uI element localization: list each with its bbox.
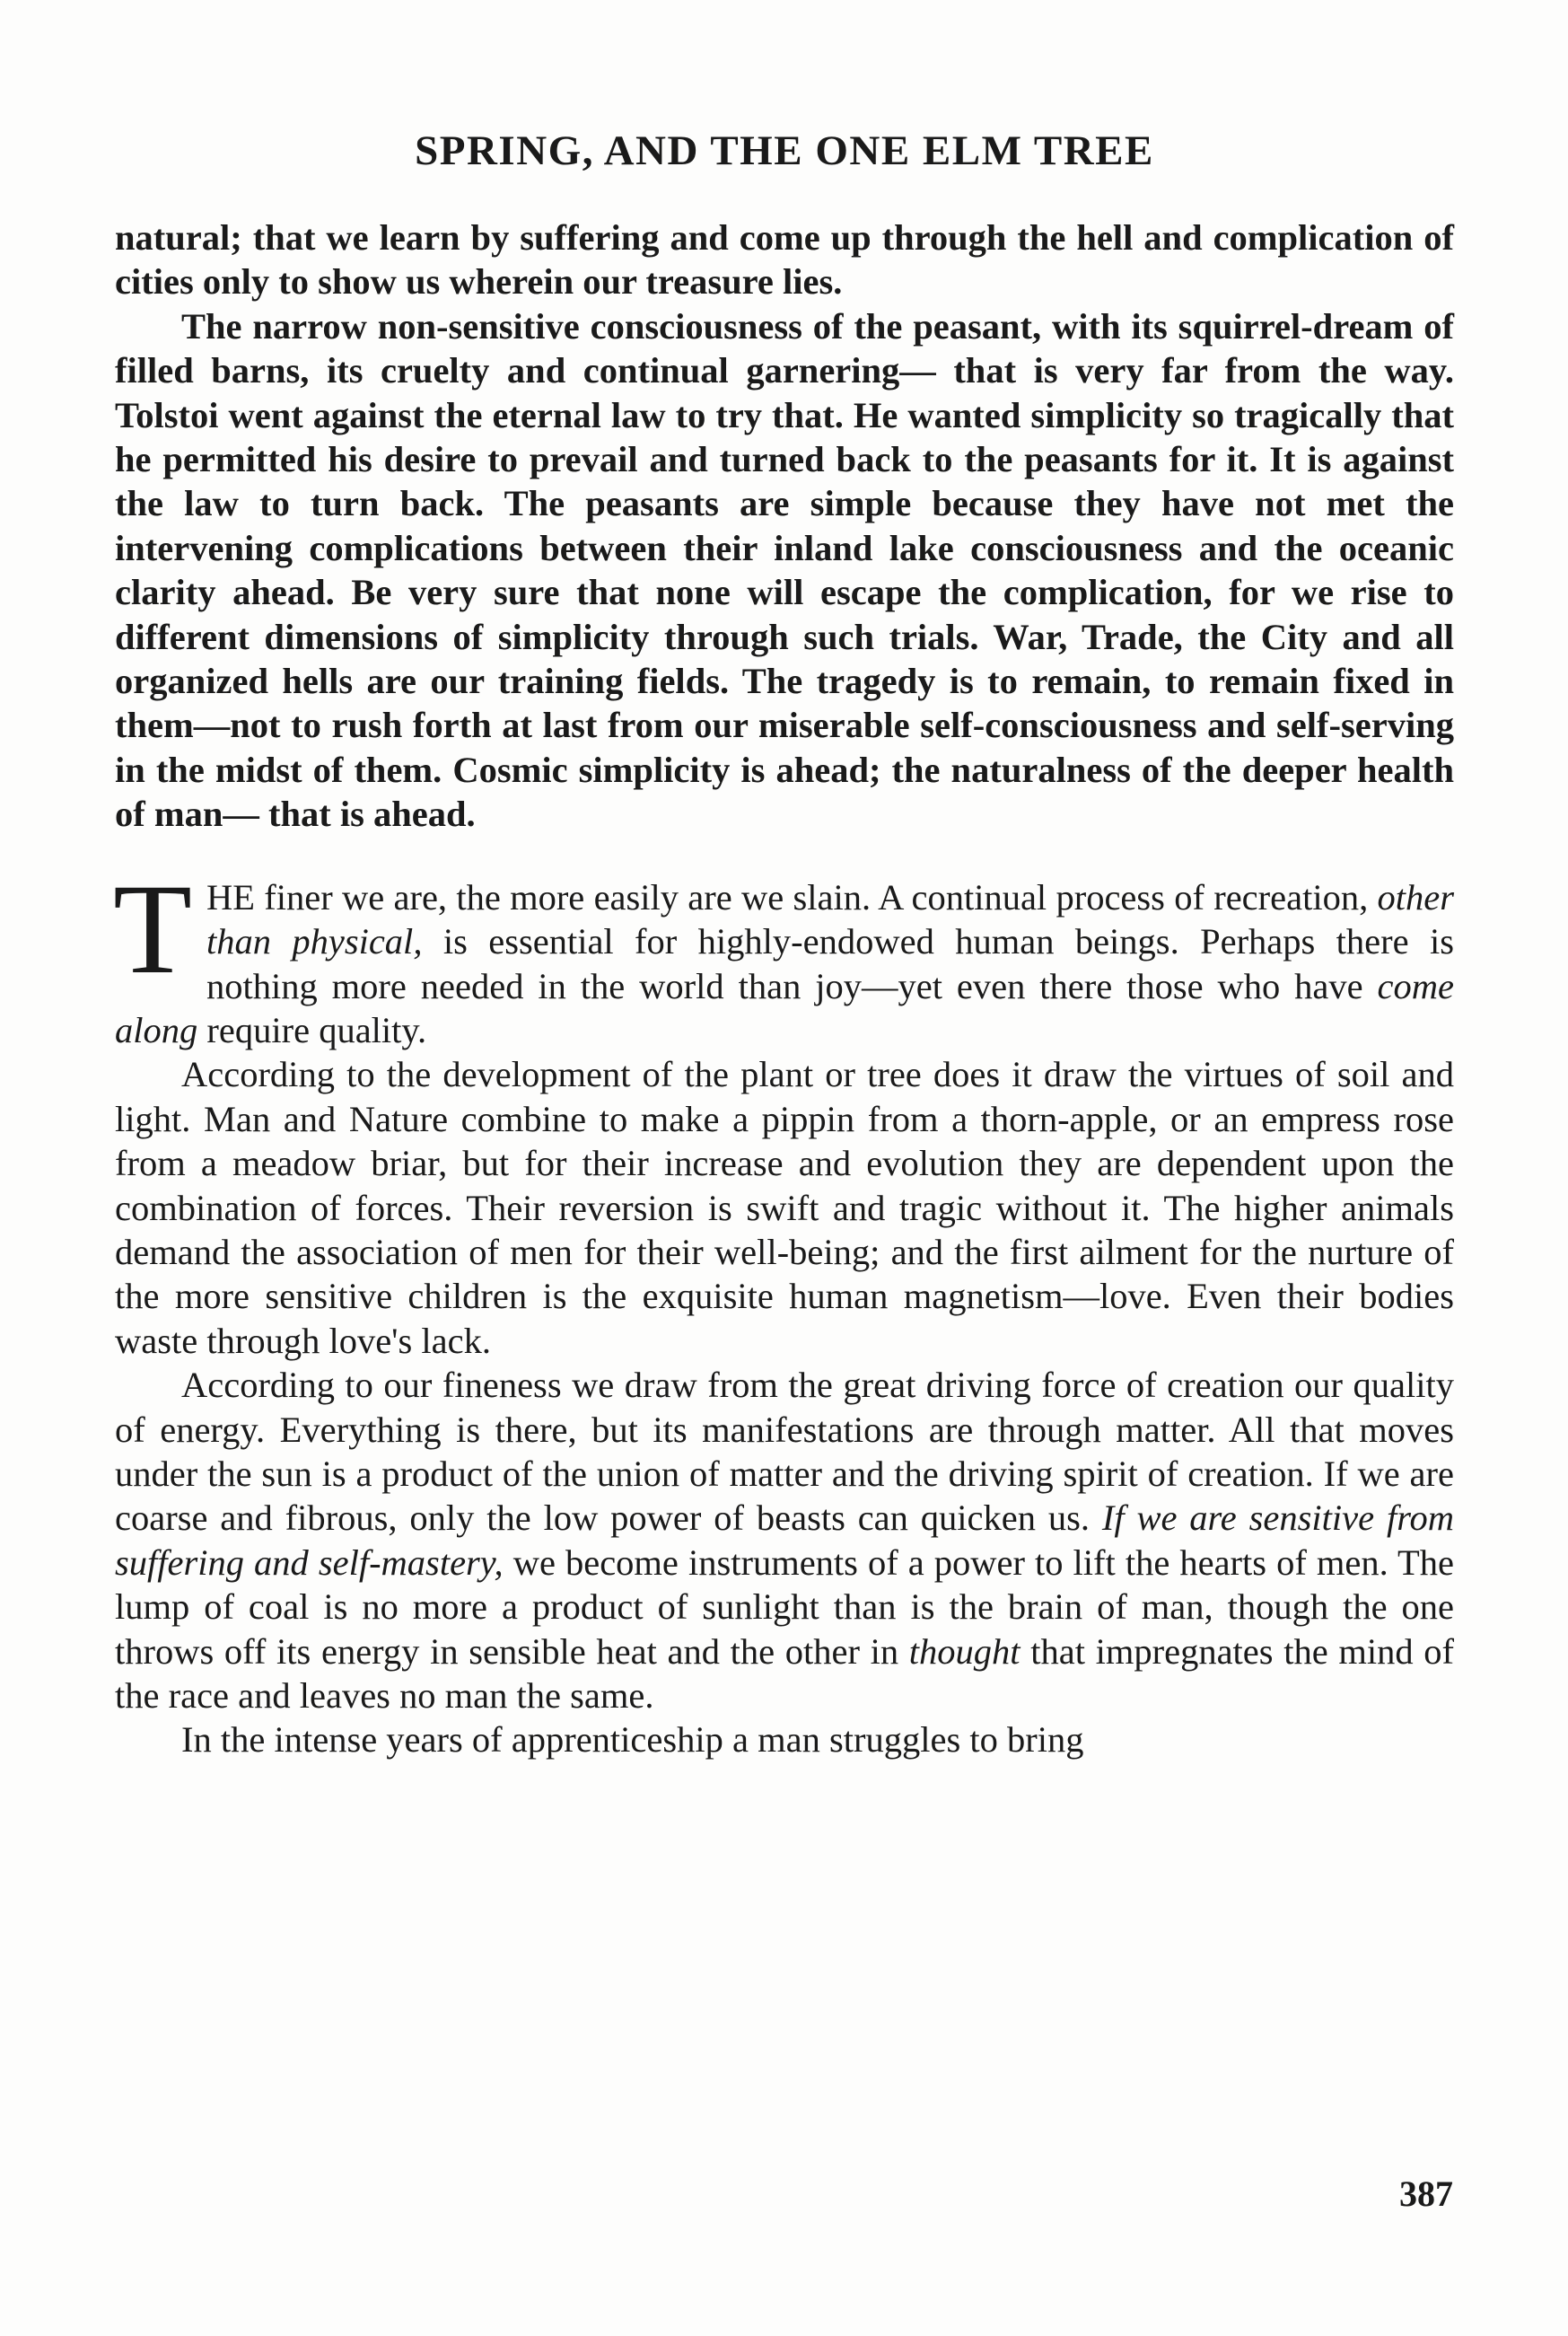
paragraph-peasant: The narrow non-sensitive consciousness of the peasant, with its squirrel-dream of filled barns, its cruelty and continual garnering— that is very far from the way. Tolstoi went against the eternal law to try that. He wanted simplicity so tragically that he permitted his desire to prevail and turned back to the peasants for it. It is against the law to turn back. The peasants are simple because they have not met the intervening complications between their inland lake consciousness and the oceanic clarity ahead. Be very sure that none will escape the complication, for we rise to different dimensions of simplicity through such trials. War, Trade, the City and all organized hells are our training fields. The tragedy is to remain, to remain fixed in them—not to rush forth at last from our miserable self-consciousness and self-serving in the midst of them. Cosmic simplicity is ahead; the naturalness of the deeper health of man— that is ahead. [115, 305, 1454, 835]
running-head-title: SPRING, AND THE ONE ELM TREE [415, 127, 1154, 174]
paragraph-text-segment: we become instruments of a power to lift the hearts of men. The lump of coal is no more a product of sunlight than is the brain of man, though the one throws off its energy in sensible heat and the other in [115, 1541, 1454, 1672]
paragraph-section-opening [113, 857, 1454, 1053]
paragraph-text-segment: According to our fineness we draw from the great driving force of creation our quality of energy. Everything is there, but its manifestations are through matter. All that moves under the sun is a product of the union of matter and the driving spirit of creation. If we are coarse and fibrous, only the low power of beasts can quicken us. [115, 1365, 1454, 1539]
paragraph-text-segment: that impregnates the mind of the race and leaves no man the same. [115, 1630, 1454, 1716]
paragraph-text-segment: is essential for highly-endowed human beings. Perhaps there is nothing more needed in the world than joy—yet even there those who have [206, 921, 1454, 1006]
body-text [115, 215, 1454, 1762]
paragraph-text-segment: finer we are, the more easily are we slain. A continual process of recreation, [254, 876, 1378, 918]
italic-phrase: come along [115, 965, 1454, 1050]
paragraph-apprenticeship: In the intense years of apprenticeship a man struggles to bring [181, 1719, 1084, 1761]
section-break [115, 837, 1454, 875]
paragraph-continued: natural; that we learn by suffering and come up through the hell and complication of cities only to show us wherein our treasure lies. [115, 217, 1454, 303]
lead-in-word: HE [206, 876, 255, 918]
italic-phrase: thought [908, 1630, 1021, 1672]
italic-phrase: If we are sensitive from suffering and self-mastery, [115, 1497, 1454, 1583]
page-number: 387 [1399, 2174, 1453, 2214]
paragraph-plant-development: According to the development of the plant or tree does it draw the virtues of soil and light. Man and Nature combine to make a pippin from a thorn-apple, or an empress rose from a meadow briar, but for their increase and evolution they are dependent upon the combination of forces. Their reversion is swift and tragic without it. The higher animals demand the association of men for their well-being; and the first ailment for the nurture of the more sensitive children is the exquisite human magnetism—love. Even their bodies waste through love's lack. [115, 1054, 1454, 1361]
drop-cap-letter: T [113, 857, 192, 1001]
paragraph-fineness [115, 1363, 1454, 1717]
italic-phrase: other than physical, [206, 876, 1454, 962]
paragraph-text-segment: require quality. [197, 1009, 427, 1050]
